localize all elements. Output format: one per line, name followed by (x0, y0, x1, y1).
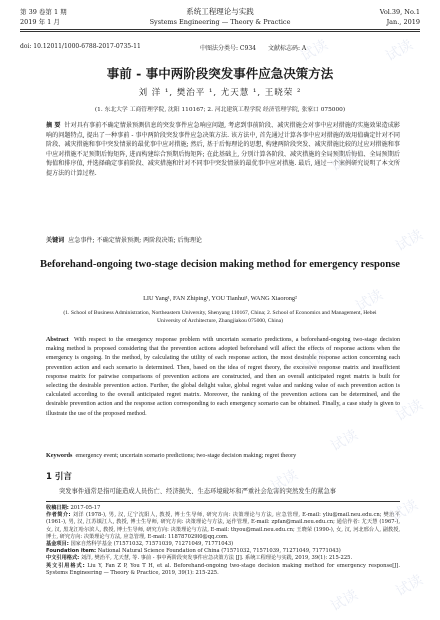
watermark: 试读 (393, 571, 426, 600)
header-volume-cn: 第 39 卷第 1 期 (20, 8, 67, 16)
footnote-label: 基金项目: (46, 541, 69, 548)
section-heading-introduction: 1 引言 (46, 472, 72, 482)
keywords-en (46, 452, 400, 461)
title-cn: 事前 - 事中两阶段突发事件应急决策方法 (106, 66, 334, 81)
keywords-cn-text: 应急事件; 不确定情景预测; 两阶段决策; 后悔理论 (68, 237, 203, 244)
keywords-en-text: emergency event; uncertain scenario predictions; two-stage decision making; regret theory (75, 453, 297, 459)
keywords-en-label: Keywords (46, 453, 73, 459)
footnote-text: 国家自然科学基金 (71571032, 71571039, 71271049, 71771043) (70, 541, 234, 548)
abstract-cn-text: 针对具有事前不确定情景预测信息的突发事件应急响应问题, 考虑到事前阶段、减灾措施会对事中应对措施的实施效果造成影响的问题特点, 提出了一种事前 - 事中两阶段突发事件应急决策方法. 该方法中, 首先通过计算各事中应对措施的效用值确定针对不同阶段、减灾措施和事中突发情景的最优事中应对措施; 然后, 基于后悔理论的思想, 构建两阶段突发、减灾措施比较的过应对措施和事中应对措施不足预期后悔矩阵, 进而构建综合预期后悔矩阵; 在此基础上, 分别计算各阶段、减灾措施的全局预期后悔值、全局预期后悔值和排序值, 并选择确定事前阶段、减灾措施和针对不同事中突发情景的最优事中应对措施. 最后, 通过一个案例研究说明了本文所提方法的计算过程. (46, 122, 401, 177)
introduction-first-line: 突发事件通常是指可能造成人员伤亡、经济损失、生态环境破坏和严重社会危害的突然发生的紧急事 (59, 488, 337, 495)
header-date-en: Jan., 2019 (386, 18, 420, 26)
watermark: 试读 (298, 346, 331, 375)
watermark: 试读 (383, 36, 416, 65)
footnote-text: 刘洋 (1978-), 男, 汉, 辽宁沈阳人, 教授, 博士生导师, 研究方向: 决策理论与方法, 应急管理, E-mail: yliu@mail.neu.edu.cn; 樊治平 (1961-), 男, 汉, 江苏镇江人, 教授, 博士生导师, 研究方向: 决策理论与方法, 运作管理, E-mail: zpfan@mail.neu.edu.cn; 通信作者: 尤天慧 (1967-), 女, 汉, 黑龙江哈尔滨人, 教授, 博士生导师, 研究方向: 决策理论与方法, E-mail: thyou@mail.neu.edu.cn; 王晓荣 (1990-), 女, 汉, 河北邢台人, 副教授, 博士, 研究方向: 决策理论与方法, 应急管理, E-mail: 118787029l0@qq.com. (46, 512, 400, 540)
footnote-label: Foundation item: (46, 548, 97, 555)
watermark: 试读 (328, 426, 361, 455)
footnote-text: Liu Y, Fan Z P, You T H, et al. Beforehand-ongoing two-stage decision making method for emergency response[J]. Systems Engineering — Theory & Practice, 2019, 39(1): 215-225. (46, 562, 400, 576)
footnote-text: National Natural Science Foundation of China (71571032, 71571039, 71271049, 71771043) (97, 548, 341, 555)
footnote-citation-en (46, 563, 400, 577)
footnote-label: 作者简介: (46, 512, 71, 519)
authors-en: LIU Yang¹, FAN Zhiping¹, YOU Tianhui¹, WANG Xiaorong² (143, 295, 297, 302)
affiliation-en: (1. School of Business Administration, Northeastern University, Shenyang 110167, China; 2. School of Economics and Management, Hebei University of Architecture, Zhangjiakou 075000, China) (63, 310, 377, 324)
abstract-en-label: Abstract (46, 337, 69, 343)
header-journal-cn: 系统工程理论与实践 (186, 7, 254, 16)
abstract-cn-label: 摘 要 (46, 122, 61, 129)
header-journal-en: Systems Engineering — Theory & Practice (149, 18, 291, 26)
watermark: 试读 (328, 586, 361, 615)
doi: doi: 10.12011/1000-6788-2017-0735-11 (20, 43, 141, 50)
footnotes (46, 505, 400, 577)
abstract-en-text: With respect to the emergency response problem with uncertain scenario predictions, a beforehand-ongoing two-stage decision making method is proposed considering that the prevention actions adopted beforehand will affect the effects of response actions when the emergency is ongoing. In the method, by calculating the utility of each response action, the most desirable response action concerning each prevention action and each scenario is determined. Then, based on the idea of regret theory, the excessive response matrix and insufficient response matrix for pairwise comparisons of prevention actions are constructed, and then an overall anticipated regret matrix is built for selecting the desirable prevention action. Further, the global delight value, global regret value and ranking value of each prevention action is calculated according to the overall anticipated regret matrix. Moreover, the ranking of the prevention actions can be determined, and the desirable prevention action and the response action corresponding to each emergency scenario can be obtained. Finally, a case study is given to illustrate the use of the proposed method. (46, 337, 401, 417)
authors-cn: 刘 洋 ¹, 樊治平 ¹, 尤天慧 ¹, 王晓荣 ² (138, 88, 302, 98)
watermark: 试读 (328, 146, 361, 175)
watermark: 试读 (268, 466, 301, 495)
header-volume-en: Vol.39, No.1 (379, 8, 420, 16)
footnote-label: 收稿日期: (46, 505, 69, 511)
watermark: 试读 (393, 396, 426, 425)
watermark: 试读 (353, 286, 386, 315)
footnote-citation-cn (46, 555, 400, 562)
footnote-label: 英文引用格式: (46, 562, 85, 569)
title-en: Beforehand-ongoing two-stage decision making method for emergency response (40, 259, 400, 270)
document-code: 文献标志码: A (268, 45, 307, 52)
affiliation-cn: (1. 东北大学 工商管理学院, 沈阳 110167; 2. 河北建筑工程学院 经济管理学院, 张家口 075000) (94, 107, 346, 113)
header-rule-bottom (20, 31, 420, 32)
footnote-label: 中文引用格式: (46, 555, 80, 562)
footnote-rule (46, 501, 400, 502)
watermark: 试读 (388, 496, 421, 525)
footnote-authors (46, 512, 400, 541)
abstract-en (46, 336, 400, 419)
watermark: 试读 (393, 226, 426, 255)
keywords-cn-label: 关键词 (46, 237, 65, 244)
header-rule-top (20, 29, 420, 30)
clc-number: 中图法分类号: C934 (200, 45, 256, 52)
footnote-text: 刘洋, 樊治平, 尤天慧, 等. 事前 - 事中两阶段突发事件应急决策方法 [J]. 系统工程理论与实践, 2019, 39(1): 215-225. (80, 555, 353, 562)
header-date-cn: 2019 年 1 月 (20, 18, 60, 26)
footnote-text: 2017-05-17 (70, 505, 101, 511)
watermark: 试读 (298, 36, 331, 65)
keywords-cn (46, 236, 400, 245)
